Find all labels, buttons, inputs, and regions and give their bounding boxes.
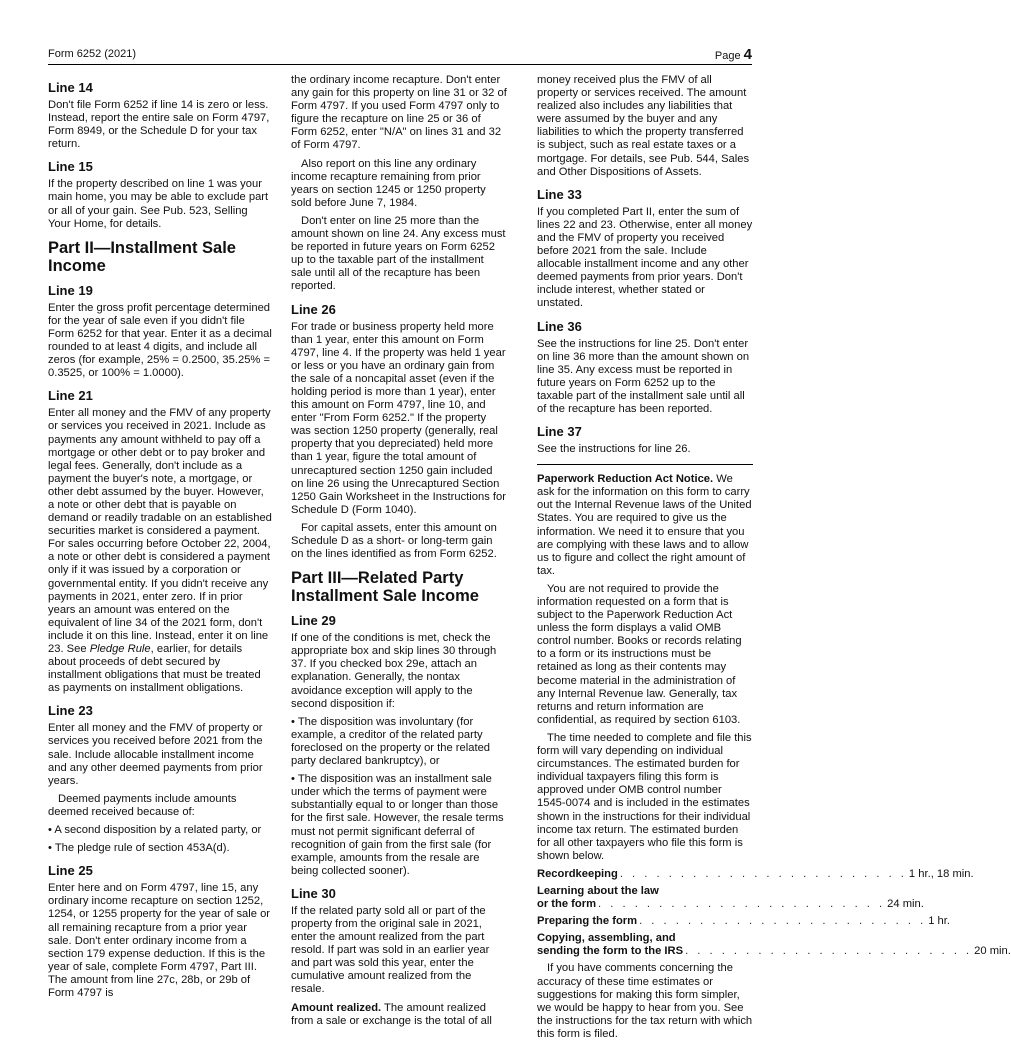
line-23-deemed-text: Deemed payments include amounts deemed received because of: <box>48 792 237 818</box>
line-23-bullet-2: • The pledge rule of section 453A(d). <box>48 842 230 855</box>
line-25-excess-text: Don't enter on line 25 more than the amount shown on line 24. Any excess must be reported in future years on Form 6252 up to the taxable part of the installment sale until all of the recapture has been reported. <box>291 214 506 293</box>
leader-dots: . . . . . . . . . . . . . . . . . . . . . . . . <box>685 945 973 958</box>
page-header <box>48 46 752 66</box>
paperwork-omb-text: You are not required to provide the information requested on a form that is subject to the Paperwork Reduction Act unless the form displays a valid OMB control number. Books or records relating to a form or its instructions must be retained as long as their contents may become material in the administration of any Internal Revenue law. Generally, tax returns and return information are confidential, as required by section 6103. <box>537 582 742 726</box>
burden-row-recordkeeping <box>537 867 974 881</box>
line-25-heading: Line 25 <box>48 863 93 879</box>
line-19-heading: Line 19 <box>48 282 93 298</box>
column-3 <box>537 72 1011 1046</box>
leader-dots: . . . . . . . . . . . . . . . . . . . . . . . . <box>598 898 886 911</box>
line-25-prior-years-text: Also report on this line any ordinary income recapture remaining from prior years on section 1245 or 1250 property sold before June 7, 1984. <box>291 157 486 209</box>
paperwork-notice-title: Paperwork Reduction Act Notice. <box>537 473 714 486</box>
line-29-text: If one of the conditions is met, check the appropriate box and skip lines 30 through 37. If you checked box 29e, attach an explanation. Generally, the nontax avoidance exception will apply to the second disposition if: <box>291 632 497 710</box>
line-33-text: If you completed Part II, enter the sum of lines 22 and 23. Otherwise, enter all money and the FMV of property you received before 2021 from the sale. Include allocable installment income and any other deemed payments from prior years. Don't include interest, whether stated or unstated. <box>537 205 753 310</box>
burden-value: 24 min. <box>887 898 924 911</box>
section-divider <box>537 464 753 465</box>
line-25-text: Enter here and on Form 4797, line 15, any ordinary income recapture on section 1252, 1254, or 1255 property for the year of sale or all remaining recapture from a prior year sale. Don't enter ordinary income from a section 179 expense deduction. If this is the year of sale, complete Form 4797, Part III. The amount from line 27c, 28b, or 29b of Form 4797 is <box>48 882 271 999</box>
line-23-bullet-1: • A second disposition by a related party, or <box>48 824 262 837</box>
line-15-text: If the property described on line 1 was your main home, you may be able to exclude part or all of your gain. See Pub. 523, Selling Your Home, for details. <box>48 178 269 230</box>
paperwork-burden-text: The time needed to complete and file this form will vary depending on individual circumstances. The estimated burden for individual taxpayers filing this form is approved under OMB control number 1545-0074 and is included in the estimates shown in the instructions for their individual income tax return. The estimated burden for all other taxpayers who file this form is shown below. <box>537 731 752 862</box>
burden-row-preparing <box>537 915 950 928</box>
line-30-text: If the related party sold all or part of the property from the original sale in 2021, enter the amount realized from the part resold. If part was sold in an earlier year and part was sold this year, enter the cumulative amount realized from the resale. <box>291 904 490 996</box>
paperwork-notice-intro: We ask for the information on this form to carry out the Internal Revenue laws of the United States. You are required to give us the information. We need it to ensure that you are complying with these laws and to allow us to figure and collect the right amount of tax. <box>537 473 752 577</box>
line-29-bullet-1: • The disposition was involuntary (for example, a creditor of the related party foreclosed on the property or the related party declared bankruptcy), or <box>291 715 491 768</box>
header-rule <box>48 64 752 65</box>
form-label: Form 6252 (2021) <box>48 48 137 60</box>
line-26-heading: Line 26 <box>291 301 336 317</box>
part-3-heading: Part III—Related Party Installment Sale Income <box>291 569 479 606</box>
line-21-text-a: Enter all money and the FMV of any property or services you received in 2021. Include as payments any amount withheld to pay off a mortgage or other debt or to pay broker and legal fees. Generally, don't include as a payment the buyer's note, a mortgage, or other debt assumed by the buyer. However, a note or other debt that is payable on demand or readily tradable on an established securities market is considered a payment. For sales occurring before October 22, 2004, a note or other debt is considered a payment only if it was issued by a corporation or governmental entity. If you didn't receive any payments in 2021, enter zero. If in prior years an amount was entered on the equivalent of line 34 of the 2021 form, don't include it on this line. Instead, enter it on line 23. See <box>48 407 272 655</box>
column-1 <box>48 72 272 1005</box>
burden-label-line-2: sending the form to the IRS <box>537 945 684 958</box>
page-number: 4 <box>743 46 752 63</box>
burden-row-learning <box>537 884 924 911</box>
leader-dots: . . . . . . . . . . . . . . . . . . . . . . . . <box>619 867 907 880</box>
line-33-heading: Line 33 <box>537 186 582 202</box>
column-2 <box>291 72 507 1033</box>
burden-label: Recordkeeping <box>537 867 618 880</box>
burden-value: 20 min. <box>974 945 1011 958</box>
burden-value: 1 hr. <box>928 915 950 928</box>
line-25-text-continued: the ordinary income recapture. Don't enter any gain for this property on line 31 or 32 of Form 4797. If you used Form 4797 only to figure the recapture on line 25 or 36 of Form 6252, enter "N/A" on lines 31 and 32 of Form 4797. <box>291 74 507 152</box>
line-14-heading: Line 14 <box>48 80 93 95</box>
line-30-heading: Line 30 <box>291 885 336 901</box>
part-2-heading: Part II—Installment Sale Income <box>48 238 236 275</box>
line-21-text <box>48 407 272 695</box>
page-indicator <box>715 46 752 63</box>
burden-label-line-1: Learning about the law <box>537 884 659 897</box>
line-23-text: Enter all money and the FMV of property or services you received before 2021 from the sale. Include allocable installment income and any other deemed payments from prior years. <box>48 722 263 787</box>
paperwork-notice-text <box>537 473 753 578</box>
line-37-text: See the instructions for line 26. <box>537 443 691 456</box>
amount-realized-text-continued: money received plus the FMV of all property or services received. The amount realized also includes any liabilities that were assumed by the buyer and any liabilities to which the property transferred is subject, such as real estate taxes or a mortgage. For details, see Pub. 544, Sales and Other Dispositions of Assets. <box>537 74 750 178</box>
line-26-capital-assets-text: For capital assets, enter this amount on Schedule D as a short- or long-term gain on the lines identified as from Form 6252. <box>291 521 497 561</box>
line-36-text: See the instructions for line 25. Don't enter on line 36 more than the amount shown on line 35. Any excess must be reported in future years on Form 6252 up to the taxable part of the installment sale until all of the recapture has been reported. <box>537 337 750 415</box>
paperwork-comments-text: If you have comments concerning the accuracy of these time estimates or suggestions for making this form simpler, we would be happy to hear from you. See the instructions for the tax return with which this form is filed. <box>537 962 753 1040</box>
line-19-text: Enter the gross profit percentage determined for the year of sale even if you didn't file Form 6252 for that year. Enter it as a decimal rounded to at least 4 digits, and include all zeros (for example, 25% = 0.2500, 35.25% = 0.3525, or 100% = 1.0000). <box>48 301 272 380</box>
line-14-text: Don't file Form 6252 if line 14 is zero or less. Instead, report the entire sale on Form 4797, Form 8949, or the Schedule D for your tax return. <box>48 99 270 151</box>
leader-dots: . . . . . . . . . . . . . . . . . . . . . . . . <box>639 915 927 928</box>
line-29-heading: Line 29 <box>291 613 336 629</box>
page-label: Page <box>714 50 741 62</box>
amount-realized-label: Amount realized. <box>291 1001 382 1014</box>
burden-label: Preparing the form <box>537 915 638 928</box>
line-15-heading: Line 15 <box>48 159 93 175</box>
line-23-heading: Line 23 <box>48 703 93 719</box>
burden-row-copying <box>537 932 1011 958</box>
burden-label-line-2: or the form <box>537 898 597 911</box>
line-36-heading: Line 36 <box>537 318 582 334</box>
pledge-rule-reference: Pledge Rule <box>89 643 151 655</box>
burden-value: 1 hr., 18 min. <box>908 867 974 880</box>
line-26-text: For trade or business property held more than 1 year, enter this amount on Form 4797, line 4. If the property was held 1 year or less or you have an ordinary gain from the sale of a noncapital asset (even if the holding period is more than 1 year), enter this amount on Form 4797, line 10, and enter "From Form 6252." If the property was section 1250 property (generally, real property that you depreciated) held more than 1 year, figure the total amount of unrecaptured section 1250 gain included on line 26 using the Unrecaptured Section 1250 Gain Worksheet in the Instructions for Schedule D (Form 1040). <box>291 320 506 516</box>
burden-label-line-1: Copying, assembling, and <box>537 932 676 945</box>
amount-realized-text <box>291 1002 507 1028</box>
line-37-heading: Line 37 <box>537 424 582 440</box>
line-21-heading: Line 21 <box>48 388 93 404</box>
amount-realized-definition: The amount realized from a sale or exchange is the total of all <box>291 1001 492 1027</box>
line-29-bullet-2: • The disposition was an installment sale under which the terms of payment were substantially equal to or longer than those for the first sale. However, the resale terms must not permit significant deferral of recognition of gain from the first sale (for example, amounts from the resale are being collected sooner). <box>291 773 504 877</box>
line-21-text-b: , earlier, for details about proceeds of debt secured by installment obligations that must be treated as payments on installment obligations. <box>48 643 261 695</box>
